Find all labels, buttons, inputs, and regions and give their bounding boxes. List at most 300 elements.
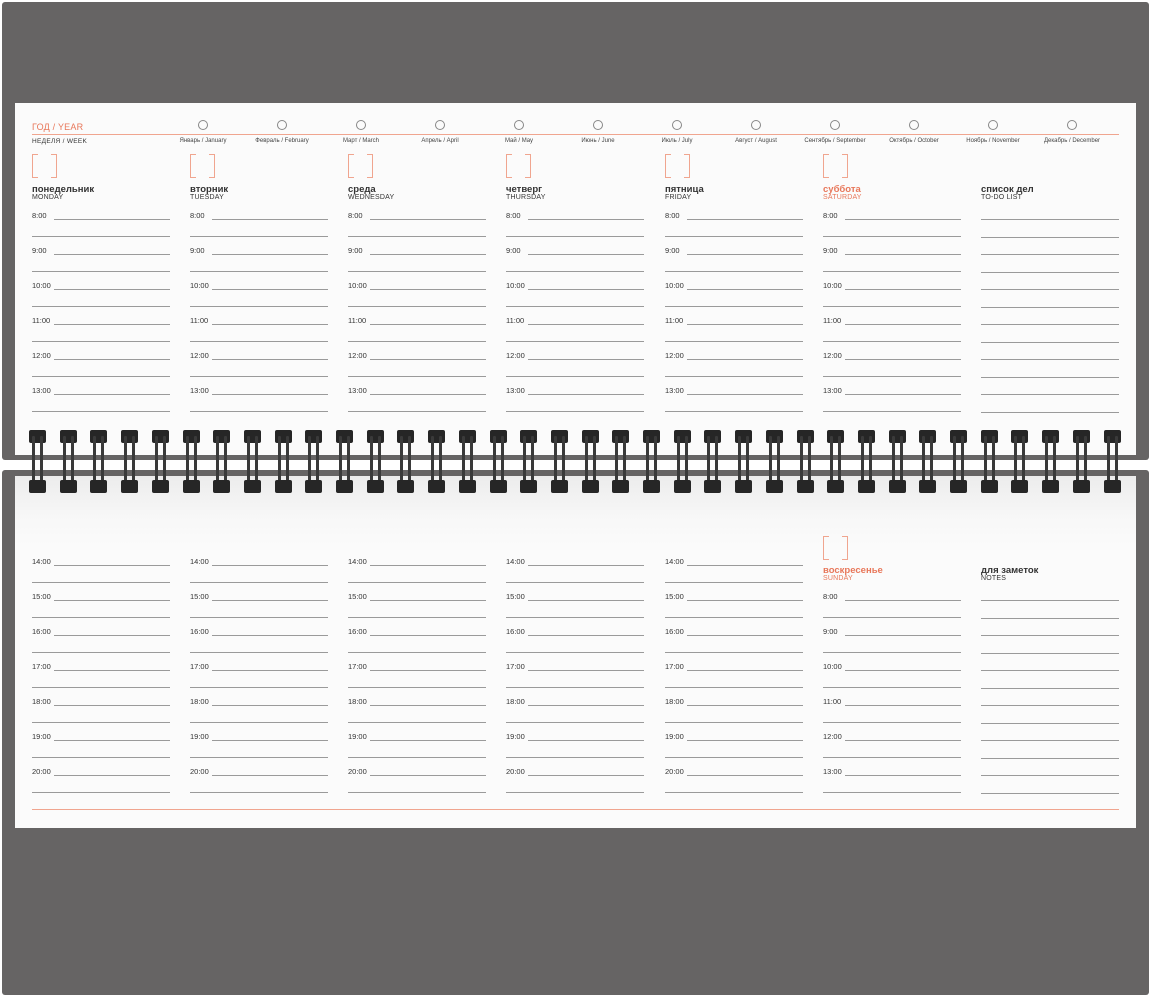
writing-line[interactable] (981, 688, 1119, 689)
writing-line[interactable] (845, 359, 961, 360)
time-slot-label: 10:00 (665, 281, 684, 290)
time-slot-label: 19:00 (665, 732, 684, 741)
writing-line[interactable] (687, 359, 803, 360)
writing-line[interactable] (665, 722, 803, 723)
writing-line[interactable] (190, 376, 328, 377)
writing-line[interactable] (190, 411, 328, 412)
writing-line[interactable] (190, 757, 328, 758)
date-bracket[interactable] (190, 154, 215, 178)
writing-line[interactable] (54, 254, 170, 255)
time-slot-label: 15:00 (32, 592, 51, 601)
time-slot-label: 13:00 (348, 386, 367, 395)
writing-line[interactable] (687, 565, 803, 566)
day-name: для заметок (981, 565, 1039, 576)
time-slot-label: 13:00 (32, 386, 51, 395)
writing-line[interactable] (54, 219, 170, 220)
month-checkbox[interactable] (1067, 120, 1077, 130)
time-slot-label: 13:00 (506, 386, 525, 395)
time-slot-label: 8:00 (823, 211, 838, 220)
writing-line[interactable] (665, 376, 803, 377)
writing-line[interactable] (665, 411, 803, 412)
day-name-english: MONDAY (32, 194, 64, 201)
time-slot-label: 13:00 (823, 767, 842, 776)
day-name: пятница (665, 184, 704, 195)
time-slot-label: 17:00 (190, 662, 209, 671)
time-slot-label: 9:00 (823, 246, 838, 255)
writing-line[interactable] (212, 600, 328, 601)
time-slot-label: 9:00 (190, 246, 205, 255)
writing-line[interactable] (212, 670, 328, 671)
writing-line[interactable] (981, 324, 1119, 325)
time-slot-label: 16:00 (665, 627, 684, 636)
day-name: четверг (506, 184, 543, 195)
day-name: понедельник (32, 184, 95, 195)
writing-line[interactable] (32, 722, 170, 723)
writing-line[interactable] (981, 758, 1119, 759)
time-slot-label: 20:00 (348, 767, 367, 776)
writing-line[interactable] (528, 324, 644, 325)
writing-line[interactable] (212, 219, 328, 220)
writing-line[interactable] (54, 775, 170, 776)
writing-line[interactable] (370, 600, 486, 601)
writing-line[interactable] (981, 219, 1119, 220)
writing-line[interactable] (687, 600, 803, 601)
writing-line[interactable] (370, 670, 486, 671)
writing-line[interactable] (981, 740, 1119, 741)
writing-line[interactable] (32, 792, 170, 793)
writing-line[interactable] (981, 307, 1119, 308)
time-slot-label: 19:00 (348, 732, 367, 741)
writing-line[interactable] (348, 411, 486, 412)
time-slot-label: 16:00 (348, 627, 367, 636)
writing-line[interactable] (348, 617, 486, 618)
time-slot-label: 18:00 (506, 697, 525, 706)
writing-line[interactable] (348, 792, 486, 793)
writing-line[interactable] (506, 792, 644, 793)
writing-line[interactable] (687, 219, 803, 220)
month-label: Январь / January (179, 138, 227, 144)
writing-line[interactable] (823, 236, 961, 237)
writing-line[interactable] (845, 289, 961, 290)
writing-line[interactable] (528, 600, 644, 601)
month-checkbox[interactable] (672, 120, 682, 130)
header-accent-line (32, 134, 1119, 135)
writing-line[interactable] (981, 705, 1119, 706)
writing-line[interactable] (981, 377, 1119, 378)
writing-line[interactable] (370, 394, 486, 395)
time-slot-label: 20:00 (190, 767, 209, 776)
writing-line[interactable] (665, 757, 803, 758)
writing-line[interactable] (348, 271, 486, 272)
writing-line[interactable] (212, 324, 328, 325)
writing-line[interactable] (190, 792, 328, 793)
writing-line[interactable] (506, 271, 644, 272)
time-slot-label: 8:00 (190, 211, 205, 220)
time-slot-label: 16:00 (190, 627, 209, 636)
writing-line[interactable] (370, 705, 486, 706)
writing-line[interactable] (506, 617, 644, 618)
writing-line[interactable] (665, 687, 803, 688)
time-slot-label: 11:00 (823, 697, 842, 706)
writing-line[interactable] (981, 254, 1119, 255)
writing-line[interactable] (845, 635, 961, 636)
day-name: вторник (190, 184, 229, 195)
writing-line[interactable] (845, 775, 961, 776)
writing-line[interactable] (370, 565, 486, 566)
time-slot-label: 12:00 (506, 351, 525, 360)
writing-line[interactable] (370, 740, 486, 741)
time-slot-label: 14:00 (190, 557, 209, 566)
month-checkbox[interactable] (277, 120, 287, 130)
month-label: Август / August (735, 138, 777, 144)
writing-line[interactable] (190, 617, 328, 618)
writing-line[interactable] (823, 411, 961, 412)
time-slot-label: 18:00 (190, 697, 209, 706)
writing-line[interactable] (528, 359, 644, 360)
writing-line[interactable] (54, 324, 170, 325)
month-checkbox[interactable] (198, 120, 208, 130)
writing-line[interactable] (528, 394, 644, 395)
writing-line[interactable] (32, 757, 170, 758)
writing-line[interactable] (32, 411, 170, 412)
writing-line[interactable] (212, 705, 328, 706)
day-name: воскресенье (823, 565, 883, 576)
time-slot-label: 11:00 (190, 316, 209, 325)
writing-line[interactable] (212, 565, 328, 566)
writing-line[interactable] (190, 271, 328, 272)
writing-line[interactable] (981, 653, 1119, 654)
month-label: Февраль / February (255, 138, 309, 144)
writing-line[interactable] (845, 219, 961, 220)
writing-line[interactable] (823, 687, 961, 688)
month-label: Июль / July (661, 138, 693, 144)
time-slot-label: 8:00 (348, 211, 363, 220)
month-checkbox[interactable] (435, 120, 445, 130)
writing-line[interactable] (823, 792, 961, 793)
writing-line[interactable] (348, 236, 486, 237)
writing-line[interactable] (190, 306, 328, 307)
writing-line[interactable] (212, 359, 328, 360)
time-slot-label: 10:00 (823, 662, 842, 671)
writing-line[interactable] (506, 306, 644, 307)
month-label: Апрель / April (421, 138, 459, 144)
month-label: Октябрь / October (889, 138, 939, 144)
writing-line[interactable] (506, 376, 644, 377)
time-slot-label: 18:00 (348, 697, 367, 706)
time-slot-label: 10:00 (348, 281, 367, 290)
writing-line[interactable] (687, 635, 803, 636)
date-bracket[interactable] (32, 154, 57, 178)
day-name-english: FRIDAY (665, 194, 692, 201)
writing-line[interactable] (32, 617, 170, 618)
writing-line[interactable] (823, 306, 961, 307)
year-label: ГОД / YEAR (32, 122, 84, 132)
writing-line[interactable] (370, 635, 486, 636)
writing-line[interactable] (190, 582, 328, 583)
writing-line[interactable] (823, 722, 961, 723)
writing-line[interactable] (845, 600, 961, 601)
writing-line[interactable] (845, 394, 961, 395)
time-slot-label: 15:00 (665, 592, 684, 601)
time-slot-label: 11:00 (348, 316, 367, 325)
writing-line[interactable] (370, 289, 486, 290)
date-bracket[interactable] (665, 154, 690, 178)
writing-line[interactable] (32, 582, 170, 583)
writing-line[interactable] (212, 254, 328, 255)
writing-line[interactable] (190, 341, 328, 342)
writing-line[interactable] (528, 705, 644, 706)
writing-line[interactable] (54, 705, 170, 706)
month-label: Ноябрь / November (966, 138, 1020, 144)
time-slot-label: 12:00 (32, 351, 51, 360)
writing-line[interactable] (687, 775, 803, 776)
writing-line[interactable] (981, 793, 1119, 794)
writing-line[interactable] (370, 359, 486, 360)
date-bracket[interactable] (823, 536, 848, 560)
writing-line[interactable] (687, 670, 803, 671)
time-slot-label: 13:00 (665, 386, 684, 395)
writing-line[interactable] (981, 394, 1119, 395)
writing-line[interactable] (54, 289, 170, 290)
time-slot-label: 9:00 (823, 627, 838, 636)
writing-line[interactable] (54, 359, 170, 360)
time-slot-label: 16:00 (32, 627, 51, 636)
writing-line[interactable] (32, 271, 170, 272)
writing-line[interactable] (32, 306, 170, 307)
month-checkbox[interactable] (988, 120, 998, 130)
writing-line[interactable] (370, 324, 486, 325)
writing-line[interactable] (348, 582, 486, 583)
writing-line[interactable] (506, 341, 644, 342)
writing-line[interactable] (687, 289, 803, 290)
writing-line[interactable] (823, 376, 961, 377)
month-label: Май / May (504, 138, 534, 144)
writing-line[interactable] (665, 792, 803, 793)
time-slot-label: 17:00 (665, 662, 684, 671)
month-label: Сентябрь / September (804, 138, 866, 144)
writing-line[interactable] (687, 740, 803, 741)
writing-line[interactable] (665, 271, 803, 272)
time-slot-label: 9:00 (348, 246, 363, 255)
time-slot-label: 20:00 (506, 767, 525, 776)
writing-line[interactable] (370, 254, 486, 255)
writing-line[interactable] (190, 687, 328, 688)
time-slot-label: 17:00 (506, 662, 525, 671)
time-slot-label: 9:00 (506, 246, 521, 255)
time-slot-label: 13:00 (190, 386, 209, 395)
writing-line[interactable] (665, 652, 803, 653)
time-slot-label: 10:00 (823, 281, 842, 290)
writing-line[interactable] (54, 670, 170, 671)
writing-line[interactable] (506, 722, 644, 723)
writing-line[interactable] (687, 254, 803, 255)
writing-line[interactable] (212, 635, 328, 636)
writing-line[interactable] (665, 617, 803, 618)
writing-line[interactable] (370, 775, 486, 776)
writing-line[interactable] (212, 394, 328, 395)
month-checkbox[interactable] (751, 120, 761, 130)
writing-line[interactable] (348, 376, 486, 377)
time-slot-label: 14:00 (506, 557, 525, 566)
writing-line[interactable] (348, 306, 486, 307)
week-label: НЕДЕЛЯ / WEEK (32, 138, 88, 145)
writing-line[interactable] (981, 775, 1119, 776)
time-slot-label: 17:00 (32, 662, 51, 671)
writing-line[interactable] (981, 723, 1119, 724)
writing-line[interactable] (665, 306, 803, 307)
time-slot-label: 8:00 (665, 211, 680, 220)
writing-line[interactable] (528, 289, 644, 290)
writing-line[interactable] (348, 757, 486, 758)
month-label: Июнь / June (581, 138, 615, 144)
writing-line[interactable] (981, 670, 1119, 671)
month-label: Март / March (342, 138, 380, 144)
time-slot-label: 20:00 (665, 767, 684, 776)
writing-line[interactable] (823, 341, 961, 342)
day-name: суббота (823, 184, 861, 195)
writing-line[interactable] (823, 652, 961, 653)
writing-line[interactable] (687, 324, 803, 325)
writing-line[interactable] (981, 289, 1119, 290)
time-slot-label: 10:00 (506, 281, 525, 290)
writing-line[interactable] (823, 617, 961, 618)
writing-line[interactable] (981, 412, 1119, 413)
time-slot-label: 17:00 (348, 662, 367, 671)
writing-line[interactable] (981, 600, 1119, 601)
time-slot-label: 14:00 (665, 557, 684, 566)
writing-line[interactable] (506, 236, 644, 237)
writing-line[interactable] (212, 775, 328, 776)
time-slot-label: 19:00 (32, 732, 51, 741)
time-slot-label: 13:00 (823, 386, 842, 395)
writing-line[interactable] (506, 757, 644, 758)
time-slot-label: 10:00 (32, 281, 51, 290)
date-bracket[interactable] (823, 154, 848, 178)
writing-line[interactable] (981, 635, 1119, 636)
time-slot-label: 9:00 (665, 246, 680, 255)
time-slot-label: 15:00 (190, 592, 209, 601)
day-name-english: SUNDAY (823, 575, 853, 582)
day-name-english: WEDNESDAY (348, 194, 395, 201)
writing-line[interactable] (665, 341, 803, 342)
writing-line[interactable] (665, 582, 803, 583)
writing-line[interactable] (506, 687, 644, 688)
writing-line[interactable] (506, 652, 644, 653)
writing-line[interactable] (32, 687, 170, 688)
writing-line[interactable] (981, 342, 1119, 343)
time-slot-label: 8:00 (506, 211, 521, 220)
writing-line[interactable] (506, 582, 644, 583)
time-slot-label: 15:00 (348, 592, 367, 601)
writing-line[interactable] (845, 740, 961, 741)
writing-line[interactable] (190, 236, 328, 237)
writing-line[interactable] (32, 652, 170, 653)
month-label: Декабрь / December (1043, 138, 1101, 144)
time-slot-label: 8:00 (32, 211, 47, 220)
time-slot-label: 18:00 (665, 697, 684, 706)
time-slot-label: 9:00 (32, 246, 47, 255)
day-name-english: SATURDAY (823, 194, 862, 201)
month-checkbox[interactable] (514, 120, 524, 130)
writing-line[interactable] (528, 565, 644, 566)
writing-line[interactable] (54, 600, 170, 601)
writing-line[interactable] (212, 289, 328, 290)
writing-line[interactable] (190, 652, 328, 653)
time-slot-label: 12:00 (348, 351, 367, 360)
bottom-page (15, 476, 1136, 828)
writing-line[interactable] (665, 236, 803, 237)
writing-line[interactable] (687, 394, 803, 395)
writing-line[interactable] (32, 376, 170, 377)
writing-line[interactable] (981, 237, 1119, 238)
time-slot-label: 15:00 (506, 592, 525, 601)
date-bracket[interactable] (506, 154, 531, 178)
writing-line[interactable] (370, 219, 486, 220)
time-slot-label: 8:00 (823, 592, 838, 601)
writing-line[interactable] (845, 324, 961, 325)
writing-line[interactable] (348, 652, 486, 653)
writing-line[interactable] (845, 670, 961, 671)
time-slot-label: 11:00 (32, 316, 51, 325)
writing-line[interactable] (506, 411, 644, 412)
day-name-english: TUESDAY (190, 194, 224, 201)
writing-line[interactable] (528, 635, 644, 636)
time-slot-label: 12:00 (665, 351, 684, 360)
month-checkbox[interactable] (830, 120, 840, 130)
writing-line[interactable] (54, 635, 170, 636)
writing-line[interactable] (32, 341, 170, 342)
writing-line[interactable] (981, 359, 1119, 360)
writing-line[interactable] (348, 722, 486, 723)
time-slot-label: 12:00 (823, 732, 842, 741)
writing-line[interactable] (528, 740, 644, 741)
writing-line[interactable] (348, 341, 486, 342)
time-slot-label: 19:00 (190, 732, 209, 741)
time-slot-label: 14:00 (32, 557, 51, 566)
writing-line[interactable] (54, 394, 170, 395)
writing-line[interactable] (528, 254, 644, 255)
time-slot-label: 20:00 (32, 767, 51, 776)
writing-line[interactable] (981, 272, 1119, 273)
date-bracket[interactable] (348, 154, 373, 178)
month-checkbox[interactable] (909, 120, 919, 130)
time-slot-label: 16:00 (506, 627, 525, 636)
writing-line[interactable] (845, 705, 961, 706)
writing-line[interactable] (981, 618, 1119, 619)
writing-line[interactable] (528, 775, 644, 776)
writing-line[interactable] (190, 722, 328, 723)
writing-line[interactable] (823, 757, 961, 758)
time-slot-label: 11:00 (506, 316, 525, 325)
day-name: список дел (981, 184, 1034, 195)
writing-line[interactable] (845, 254, 961, 255)
top-page (15, 103, 1136, 455)
writing-line[interactable] (348, 687, 486, 688)
month-checkbox[interactable] (593, 120, 603, 130)
writing-line[interactable] (212, 740, 328, 741)
writing-line[interactable] (687, 705, 803, 706)
month-checkbox[interactable] (356, 120, 366, 130)
writing-line[interactable] (54, 740, 170, 741)
writing-line[interactable] (54, 565, 170, 566)
day-name: среда (348, 184, 376, 195)
time-slot-label: 11:00 (823, 316, 842, 325)
writing-line[interactable] (528, 219, 644, 220)
writing-line[interactable] (528, 670, 644, 671)
writing-line[interactable] (823, 271, 961, 272)
writing-line[interactable] (32, 236, 170, 237)
time-slot-label: 11:00 (665, 316, 684, 325)
